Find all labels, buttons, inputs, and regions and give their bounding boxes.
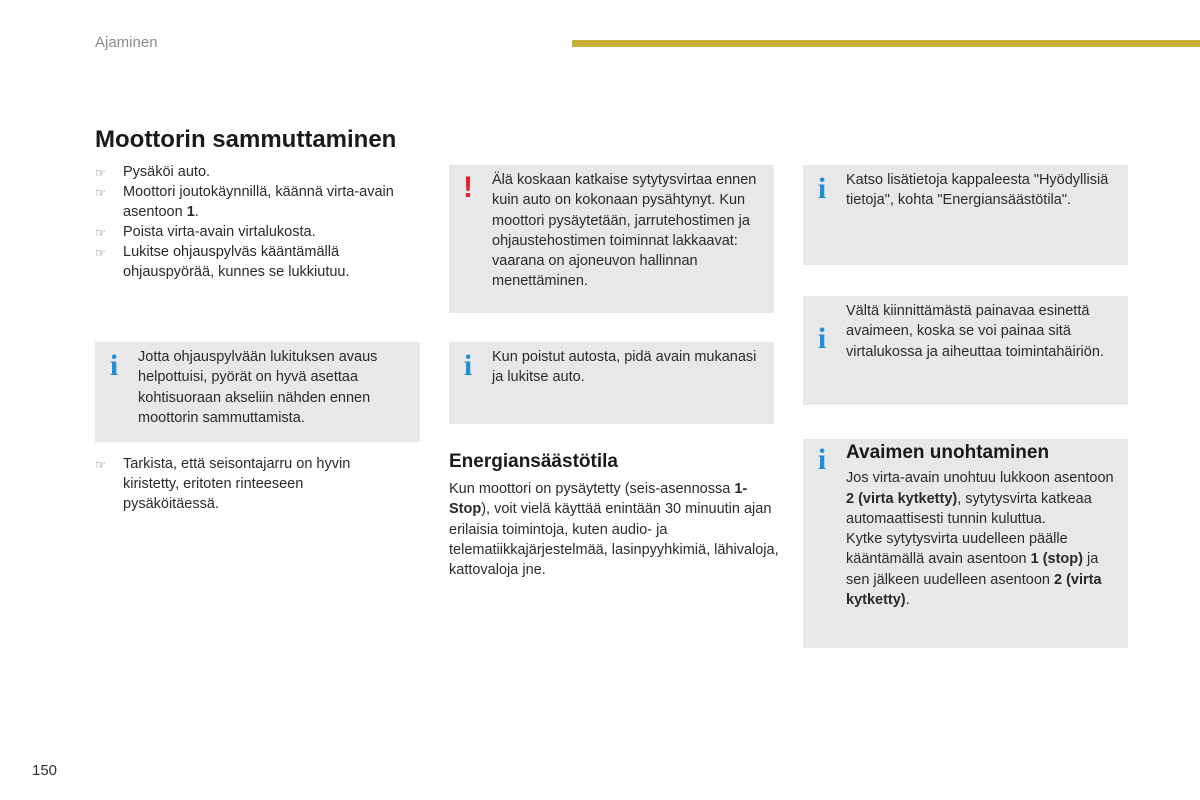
- pointing-hand-icon: ☞: [95, 226, 106, 240]
- header-accent-bar: [572, 40, 1200, 47]
- forgotten-key-paragraph-2: Kytke sytytysvirta uudelleen päälle kääntämällä avain asentoon 1 (stop) ja sen jälkeen uudelleen asentoon 2 (virta kytketty).: [846, 531, 1102, 609]
- info-icon: i: [817, 172, 827, 205]
- forgotten-key-box: [803, 439, 1128, 648]
- forgotten-key-paragraph-1: Jos virta-avain unohtuu lukkoon asentoon 2 (virta kytketty), sytytysvirta katkeaa automaattisesti tunnin kuluttua.: [846, 470, 1114, 527]
- info-text: Jotta ohjauspylvään lukituksen avaus helpottuisi, pyörät on hyvä asettaa kohtisuoraan akseliin nähden ennen moottorin sammuttamista.: [138, 349, 378, 426]
- page-title: Moottorin sammuttaminen: [95, 126, 397, 153]
- info-icon: i: [463, 349, 473, 382]
- list-item: ☞ Tarkista, että seisontajarru on hyvin kiristetty, eritoten rinteeseen pysäköitäessä.: [95, 456, 351, 512]
- pointing-hand-icon: ☞: [95, 246, 106, 260]
- pointing-hand-icon: ☞: [95, 166, 106, 180]
- pointing-hand-icon: ☞: [95, 458, 106, 472]
- info-text: Kun poistut autosta, pidä avain mukanasi ja lukitse auto.: [492, 349, 757, 386]
- more-info-box: [803, 165, 1128, 265]
- page-number: 150: [32, 762, 58, 779]
- info-text: Katso lisätietoja kappaleesta "Hyödyllisiä tietoja", kohta "Energiansäästötila".: [846, 172, 1109, 209]
- info-icon: i: [109, 349, 119, 382]
- warning-icon: !: [463, 171, 473, 204]
- warning-text: Älä koskaan katkaise sytytysvirtaa ennen kuin auto on kokonaan pysähtynyt. Kun moottori pysäytetään, jarrutehostimen ja ohjaustehostimen toiminnat lakkaavat: vaarana on ajoneuvon hallinnan menettäminen.: [492, 172, 757, 290]
- section-header: Ajaminen: [95, 34, 158, 51]
- energy-heading: Energiansäästötila: [449, 451, 618, 472]
- pointing-hand-icon: ☞: [95, 186, 106, 200]
- forgotten-key-heading: Avaimen unohtaminen: [846, 442, 1050, 463]
- heavy-object-box: [803, 296, 1128, 405]
- list-item: ☞ Poista virta-avain virtalukosta.: [95, 222, 425, 242]
- info-icon: i: [817, 443, 827, 476]
- steps-list: [95, 162, 425, 282]
- list-item: ☞ Lukitse ohjauspylväs kääntämällä ohjauspyörää, kunnes se lukkiutuu.: [95, 244, 350, 280]
- energy-text: Kun moottori on pysäytetty (seis-asennossa 1-Stop), voit vielä käyttää enintään 30 minuutin ajan erilaisia toimintoja, kuten audio- ja telematiikkajärjestelmää, lasinpyyhkimiä, lähivaloja, kattovaloja jne.: [449, 481, 779, 579]
- info-text: Vältä kiinnittämästä painavaa esinettä avaimeen, koska se voi painaa sitä virtalukossa ja aiheuttaa toimintahäiriön.: [846, 303, 1104, 360]
- warning-box: [449, 165, 774, 313]
- list-item: ☞ Moottori joutokäynnillä, käännä virta-avain asentoon 1.: [95, 184, 394, 220]
- list-item: ☞ Pysäköi auto.: [95, 162, 425, 182]
- info-icon: i: [817, 322, 827, 355]
- steering-info-box: [95, 342, 420, 442]
- key-info-box: [449, 342, 774, 424]
- steps-list-continued: [95, 454, 395, 514]
